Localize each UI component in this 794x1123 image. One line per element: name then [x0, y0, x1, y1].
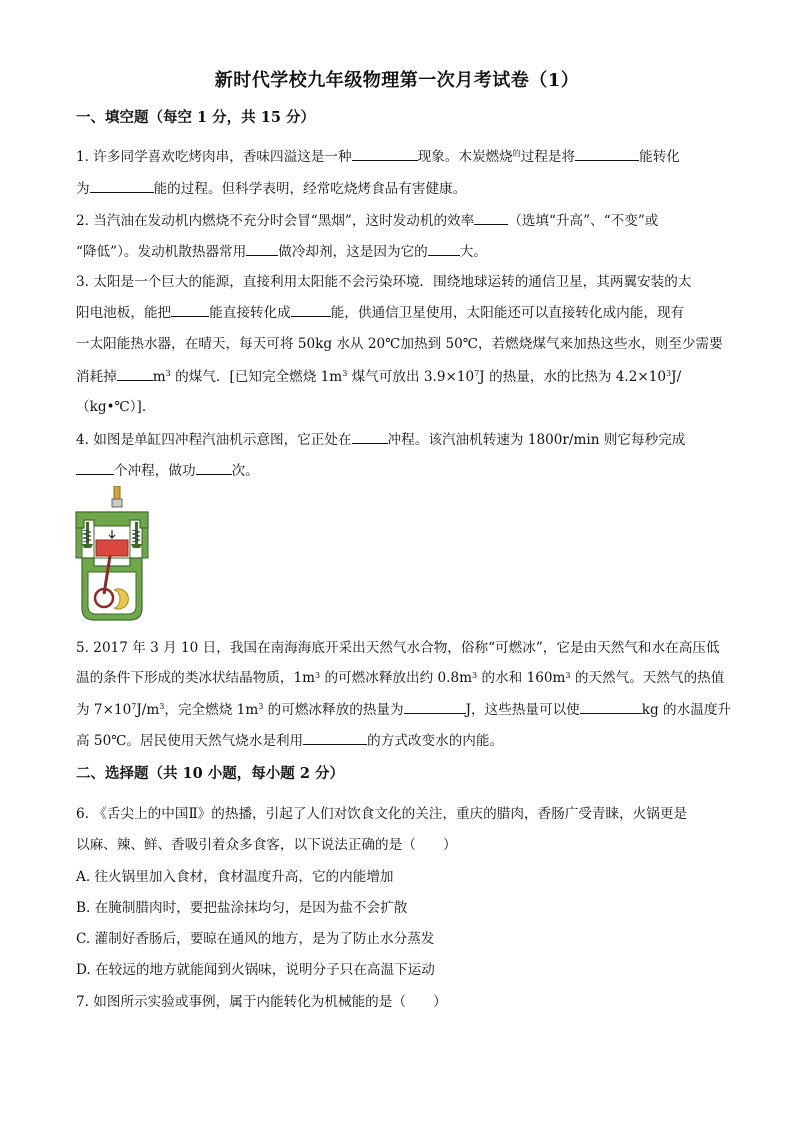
piston-icon: [96, 540, 128, 556]
question-5-line-3: 为 $7\times 10^7J/m^3$，完全燃烧 $1m^3$ 的可燃冰释放的热量为 J，这些热量可以使 kg 的水温度升: [76, 699, 731, 720]
four-stroke-engine-icon: [72, 486, 152, 626]
question-5-line-4: 高 50℃。居民使用天然气烧水是利用 的方式改变水的内能。: [76, 730, 503, 751]
option-c[interactable]: C. 灌制好香肠后，要晾在通风的地方，是为了防止水分蒸发: [76, 931, 435, 947]
answer-blank[interactable]: [90, 178, 154, 193]
question-1-line-2: 为 能的过程。但科学表明，经常吃烧烤食品有害健康。: [76, 178, 466, 199]
section-heading-multiple-choice: 二、选择题（共 10 小题，每小题 2 分）: [76, 765, 344, 782]
page-title: 新时代学校九年级物理第一次月考试卷（1）: [214, 70, 580, 91]
question-3-line-1: 3. 太阳是一个巨大的能源，直接利用太阳能不会污染环境．围绕地球运转的通信卫星，其两翼安装的太: [76, 274, 692, 290]
answer-blank[interactable]: [580, 699, 642, 714]
question-6-line-1: 6. 《舌尖上的中国Ⅱ》的热播，引起了人们对饮食文化的关注，重庆的腊肉，香肠广受青睐，火锅更是: [76, 806, 688, 822]
question-3-line-5: （kg•℃）]．: [76, 399, 156, 415]
answer-blank[interactable]: [291, 302, 331, 317]
question-3-line-3: 一太阳能热水器，在晴天，每天可将 50kg 水从 20℃加热到 50℃，若燃烧煤气来加热这些水，则至少需要: [76, 336, 723, 352]
spark-plug-icon: [114, 486, 120, 500]
question-5-line-2: 温的条件下形成的类冰状结晶物质，$1m^3$ 的可燃冰释放出约 $0.8m^3$ 的水和 $160m^3$ 的天然气。天然气的热值: [76, 670, 725, 686]
question-2-line-1: 2. 当汽油在发动机内燃烧不充分时会冒“黑烟”，这时发动机的效率 （选填“升高”、“不变”或: [76, 210, 658, 231]
answer-blank[interactable]: [428, 241, 460, 256]
answer-blank[interactable]: [575, 146, 639, 161]
option-d[interactable]: D. 在较远的地方就能闻到火锅味，说明分子只在高温下运动: [76, 962, 435, 978]
question-3-line-4: 消耗掉 $m^3$ 的煤气．[已知完全燃烧 $1m^3$ 煤气可放出 $3.9\times 10^7J$ 的热量，水的比热为 $4.2\times 10^3J/$: [76, 366, 681, 387]
question-4-line-1: 4. 如图是单缸四冲程汽油机示意图，它正处在 冲程。该汽油机转速为 1800r/min 则它每秒完成: [76, 429, 685, 450]
intake-valve-icon: [86, 522, 89, 546]
answer-blank[interactable]: [117, 366, 153, 381]
section-heading-fill-in: 一、填空题（每空 1 分，共 15 分）: [76, 109, 315, 126]
question-6-line-2: 以麻、辣、鲜、香吸引着众多食客，以下说法正确的是（ ）: [76, 837, 457, 853]
answer-blank[interactable]: [474, 210, 508, 225]
question-4-line-2: 个冲程，做功 次。: [76, 460, 259, 481]
question-1-line-1: 1. 许多同学喜欢吃烤肉串，香味四溢这是一种 现象。木炭燃烧$^的$过程是将 能转化: [76, 146, 680, 167]
question-7-line-1: 7. 如图所示实验或事例，属于内能转化为机械能的是（ ）: [76, 994, 447, 1010]
answer-blank[interactable]: [352, 429, 388, 444]
answer-blank[interactable]: [196, 460, 232, 475]
question-5-line-1: 5. 2017 年 3 月 10 日，我国在南海海底开采出天然气水合物，俗称“可燃冰”，它是由天然气和水在高压低: [76, 640, 720, 656]
answer-blank[interactable]: [171, 302, 209, 317]
exhaust-valve-icon: [135, 522, 138, 546]
question-3-line-2: 阳电池板，能把 能直接转化成 能，供通信卫星使用，太阳能还可以直接转化成内能，现有: [76, 302, 684, 323]
option-b[interactable]: B. 在腌制腊肉时，要把盐涂抹均匀，是因为盐不会扩散: [76, 900, 408, 916]
answer-blank[interactable]: [303, 730, 367, 745]
question-2-line-2: “降低”）。发动机散热器常用 做冷却剂，这是因为它的 大。: [76, 241, 487, 262]
answer-blank[interactable]: [352, 146, 418, 161]
answer-blank[interactable]: [404, 699, 466, 714]
answer-blank[interactable]: [246, 241, 278, 256]
option-a[interactable]: A. 往火锅里加入食材，食材温度升高，它的内能增加: [76, 869, 394, 885]
answer-blank[interactable]: [76, 460, 114, 475]
